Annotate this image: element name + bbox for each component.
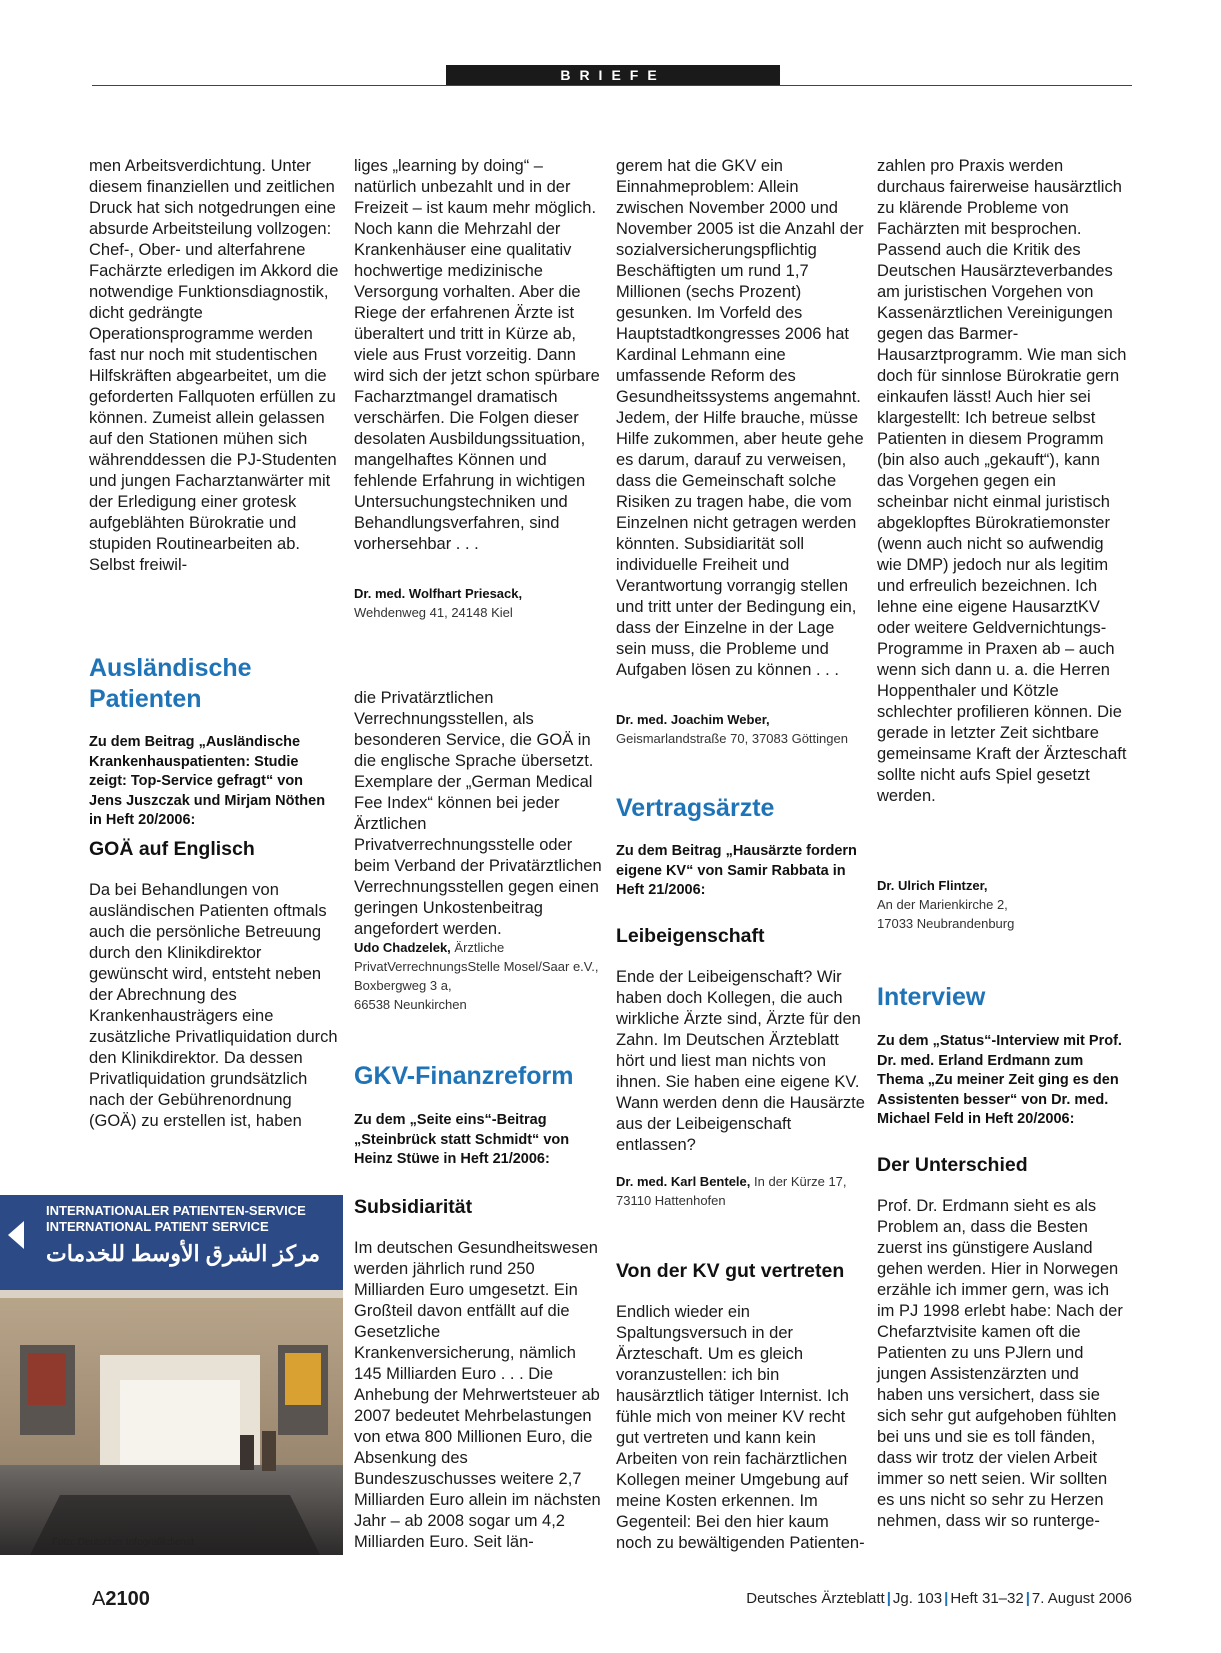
signature-city: 73110 Hattenhofen — [616, 1193, 726, 1208]
subhead-von-der-kv-gut-vertreten: Von der KV gut vertreten — [616, 1260, 845, 1282]
col4-text-1: zahlen pro Praxis werden durchaus fairerweise hausärztlich zu klärende Probleme von Fachärzten mit besprochen. Passend auch die Kritik des Deutschen Hausärzteverbandes am juristischen Vorgehen von Kassenärztlichen Vereinigungen gegen das Barmer-Hausarztprogramm. Wie man sich doch für sinnlose Bürokratie gern einkaufen lässt! Auch hier sei klargestellt: Ich betreue selbst Patienten in diesem Programm (bin also auch „gekauft“), kann das Vorgehen gegen ein scheinbar nicht einmal juristisch abgeklopftes Bürokratiemonster (wenn auch nicht so aufwendig wie DMP) jedoch nur als legitim und erfreulich bezeichnen. Ich lehne eine eigene HausarztKV oder weitere Geldvernichtungs-Programme in Praxen ab – auch wenn sich dann u. a. die Herren Hoppenthaler und Kötzle schlechter profilieren können. Die gerade in letzter Zeit sichtbare gemeinsame Kraft der Ärzteschaft sollte nicht aufs Spiel gesetzt werden. — [877, 157, 1127, 805]
section-title: BRIEFE — [560, 67, 666, 83]
signature-name: Dr. med. Joachim Weber, — [616, 712, 770, 727]
footer-separator: | — [886, 1590, 891, 1607]
signature-street: An der Marienkirche 2, — [877, 897, 1008, 912]
header-rule — [92, 85, 1132, 86]
col2-text-3: Im deutschen Gesundheitswesen werden jährlich rund 250 Milliarden Euro umgesetzt. Ein Großteil davon entfällt auf die Gesetzliche Krankenversicherung, nämlich 145 Milliarden Euro . . . Die Anhebung der Mehrwertsteuer ab 2007 bedeutet Mehrbelastungen von etwa 800 Millionen Euro, die Absenkung des Bundeszuschusses weitere 2,7 Milliarden Euro allein im nächsten Jahr – ab 2008 sogar um 4,2 Milliarden Euro. Seit län- — [354, 1239, 601, 1551]
journal-volume: Jg. 103 — [892, 1590, 943, 1607]
heading-interview: Interview — [877, 983, 986, 1011]
signature-flintzer — [877, 876, 1127, 933]
heading-auslaendische-patienten: Ausländische Patienten — [89, 654, 252, 713]
photo-patient-service — [0, 1195, 343, 1555]
intro-gkv-finanzreform: Zu dem „Seite eins“-Beitrag „Steinbrück statt Schmidt“ von Heinz Stüwe in Heft 21/2006: — [354, 1112, 570, 1167]
subhead-der-unterschied: Der Unterschied — [877, 1154, 1028, 1176]
col3-text-3: Endlich wieder ein Spaltungsversuch in der Ärzteschaft. Um es gleich voranzustellen: ich bin hausärztlich tätiger Internist. Ich fühle mich von meiner KV recht gut vertreten und kann kein Arbeiten von rein fachärztlichen Kollegen meiner Umgebung auf meine Kosten erkennen. Im Gegenteil: Bei den hier kaum noch zu bewältigenden Patienten- — [616, 1303, 865, 1552]
heading-gkv-finanzreform: GKV-Finanzreform — [354, 1062, 574, 1090]
section-header — [446, 65, 780, 85]
sign-text — [22, 1203, 332, 1269]
signature-name: Dr. med. Karl Bentele, — [616, 1174, 751, 1189]
subhead-goae-auf-englisch: GOÄ auf Englisch — [89, 838, 255, 860]
signature-chadzelek — [354, 938, 604, 1014]
journal-issue: Heft 31–32 — [950, 1590, 1024, 1607]
footer-separator: | — [944, 1590, 949, 1607]
sign-line-1: INTERNATIONALER PATIENTEN-SERVICE — [46, 1203, 306, 1218]
col4-text-2: Prof. Dr. Erdmann sieht es als Problem an, dass die Besten zuerst ins günstigere Ausland gehen werden. Hier in Norwegen erzähle ich immer gern, was ich im PJ 1998 erlebt habe: Nach der Chefarztvisite kamen oft die Patienten zu uns PJlern und jungen Assistenzärzten und haben uns versichert, dass sie sich sehr gut aufgehoben fühlten bei uns und sie es toll fänden, dass wir trotz der vielen Arbeit immer so nett seien. Wir sollten es uns nicht so sehr zu Herzen nehmen, dass wir so runterge- — [877, 1197, 1123, 1530]
signature-address: Geismarlandstraße 70, 37083 Göttingen — [616, 731, 848, 746]
signature-priesack — [354, 584, 604, 622]
intro-vertragsaerzte: Zu dem Beitrag „Hausärzte fordern eigene KV“ von Samir Rabbata in Heft 21/2006: — [616, 843, 857, 898]
journal-date: 7. August 2006 — [1031, 1590, 1132, 1607]
journal-name: Deutsches Ärzteblatt — [746, 1590, 885, 1607]
signature-city: 66538 Neunkirchen — [354, 997, 467, 1012]
col2-text-2: die Privatärztlichen Verrechnungsstellen, als besonderen Service, die GOÄ in die englische Sprache übersetzt. Exemplare der „German Medical Fee Index“ können bei jeder Ärztlichen Privatverrechnungsstelle oder beim Verband der Privatärztlichen Verrechnungsstellen gegen einen geringen Unkostenbeitrag angefordert werden. — [354, 689, 602, 938]
signature-org: PrivatVerrechnungsStelle Mosel/Saar e.V., — [354, 959, 599, 974]
sign-line-3: مركز الشرق الأوسط للخدمات — [46, 1241, 321, 1266]
heading-vertragsaerzte: Vertragsärzte — [616, 794, 775, 822]
sign-line-2: INTERNATIONAL PATIENT SERVICE — [46, 1219, 269, 1234]
col2-text-1: liges „learning by doing“ – natürlich unbezahlt und in der Freizeit – ist kaum mehr möglich. Noch kann die Mehrzahl der Krankenhäuser eine qualitativ hochwertige medizinische Versorgung vorhalten. Aber die Riege der erfahrenen Ärzte ist überaltert und tritt in Kürze ab, viele aus Frust vorzeitig. Dann wird sich der jetzt schon spürbare Facharztmangel dramatisch verschärfen. Die Folgen dieser desolaten Ausbildungssituation, mangelhaftes Können und fehlende Erfahrung in wichtigen Untersuchungstechniken und Behandlungsverfahren, sind vorhersehbar . . . — [354, 157, 600, 553]
arrow-left-icon — [8, 1221, 24, 1249]
signature-address: Wehdenweg 41, 24148 Kiel — [354, 605, 513, 620]
subhead-leibeigenschaft: Leibeigenschaft — [616, 925, 765, 947]
signature-role: Ärztliche — [454, 940, 505, 955]
page-number-value: 2100 — [105, 1588, 150, 1610]
signature-street: In der Kürze 17, — [754, 1174, 847, 1189]
intro-interview: Zu dem „Status“-Interview mit Prof. Dr. med. Erland Erdmann zum Thema „Zu meiner Zeit ging es den Assistenten besser“ von Dr. med. Michael Feld in Heft 20/2006: — [877, 1033, 1122, 1127]
footer-separator: | — [1025, 1590, 1030, 1607]
col1-text-1: men Arbeitsverdichtung. Unter diesem finanziellen und zeitlichen Druck hat sich notgedrungen eine absurde Arbeitsteilung vollzogen: Chef-, Ober- und alterfahrene Fachärzte erledigen im Akkord die notwendige Funktionsdiagnostik, dicht gedrängte Operationsprogramme werden fast nur noch mit studentischen Hilfskräften abgearbeitet, um die geforderten Fallquoten erfüllen zu können. Zumeist allein gelassen auf den Stationen mühen sich währenddessen die PJ-Studenten und jungen Facharztanwärter mit der Erledigung einer grotesk aufgeblähten Bürokratie und stupiden Routinearbeiten ab. Selbst freiwil- — [89, 157, 339, 574]
signature-name: Udo Chadzelek, — [354, 940, 451, 955]
intro-auslaendische-patienten: Zu dem Beitrag „Ausländische Krankenhauspatienten: Studie zeigt: Top-Service gefragt“ von Jens Juszczak und Mirjam Nöthen in Heft 20/2006: — [89, 734, 326, 828]
col3-text-1: gerem hat die GKV ein Einnahmeproblem: Allein zwischen November 2000 und November 2005 ist die Anzahl der sozialversicherungspflichtig Beschäftigten um rund 1,7 Millionen (sechs Prozent) gesunken. Im Vorfeld des Hauptstadtkongresses 2006 hat Kardinal Lehmann eine umfassende Reform des Gesundheitssystems angemahnt. Jedem, der Hilfe brauche, müsse Hilfe zukommen, aber heute gehe es darum, darauf zu verweisen, dass die Gemeinschaft solche Risiken zu tragen habe, die vom Einzelnen nicht getragen werden könnten. Subsidiarität soll individuelle Freiheit und Verantwortung vorrangig stellen und tritt unter der Bedingung ein, dass der Einzelne in der Lage sein muss, die Probleme und Aufgaben lösen zu können . . . — [616, 157, 864, 679]
signature-weber — [616, 710, 866, 748]
signature-street: Boxbergweg 3 a, — [354, 978, 452, 993]
page-prefix: A — [92, 1588, 106, 1610]
page-number — [92, 1588, 150, 1611]
signature-name: Dr. med. Wolfhart Priesack, — [354, 586, 523, 601]
signature-bentele — [616, 1172, 866, 1210]
col1-text-2: Da bei Behandlungen von ausländischen Patienten oftmals auch die persönliche Betreuung durch den Klinikdirektor gewünscht wird, entsteht neben der Abrechnung des Krankenhausträgers eine zusätzliche Privatliquidation durch den Klinikdirektor. Da dessen Privatliquidation grundsätzlich nach der Gebührenordnung (GOÄ) zu erstellen ist, haben — [89, 881, 338, 1130]
col3-text-2: Ende der Leibeigenschaft? Wir haben doch Kollegen, die auch wirkliche Ärzte sind, Ärzte für den Zahn. Im Deutschen Ärzteblatt hört und liest man nichts von ihnen. Sie haben eine eigene KV. Wann werden denn die Hausärzte aus der Leibeigenschaft entlassen? — [616, 968, 865, 1154]
photo-caption: Foto: Deutscher Infografikdienst — [52, 1537, 194, 1548]
signature-name: Dr. Ulrich Flintzer, — [877, 878, 988, 893]
journal-footer — [728, 1590, 1132, 1607]
subhead-subsidiaritaet: Subsidiarität — [354, 1196, 473, 1218]
signature-city: 17033 Neubrandenburg — [877, 916, 1015, 931]
